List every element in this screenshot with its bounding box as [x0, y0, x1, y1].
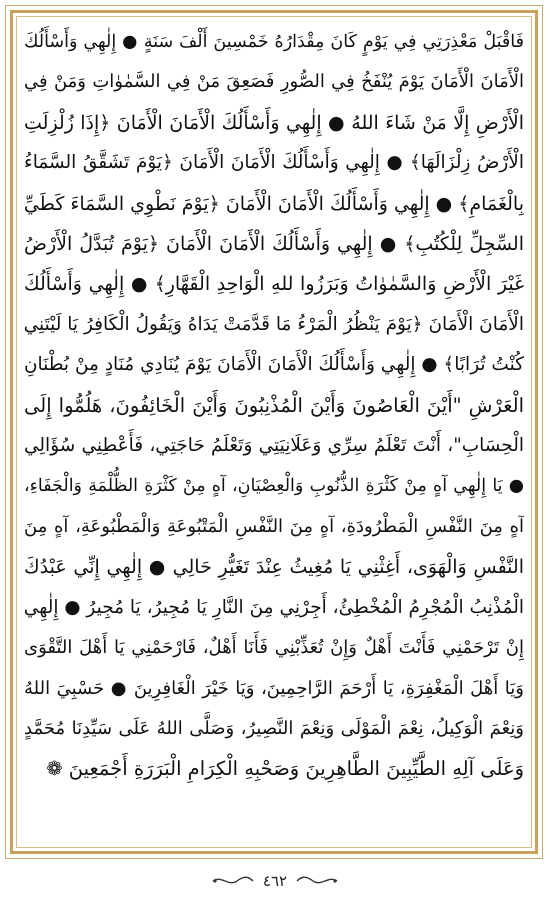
text-line: السِّجِلِّ لِلْكُتُبِ﴾ ● إِلٰهِي وَأَسْأَلُكَ الْأَمَانَ الْأَمَانَ ﴿يَوْمَ تُبَدَّلُ الْأَرْضُ: [24, 233, 524, 256]
text-line: وَيَا أَهْلَ الْمَغْفِرَةِ، يَا أَرْحَمَ الرَّاحِمِينَ، وَيَا خَيْرَ الْغَافِرِينَ ● حَسْبِيَ اللهُ: [24, 677, 524, 699]
text-line: الْمُذْنِبُ الْمُجْرِمُ الْمُخْطِئُ، أَجِرْنِي مِنَ النَّارِ يَا مُجِيرُ، يَا مُجِيرُ ● إِلٰهِي: [24, 596, 524, 618]
text-line: كُنْتُ تُرَابًا﴾ ● إِلٰهِي وَأَسْأَلُكَ الْأَمَانَ الْأَمَانَ يَوْمَ يُنَادِي مُنَادٍ مِنْ بُطْنَانِ: [24, 354, 524, 376]
page-number: ٤٦٢: [262, 872, 288, 890]
text-line: وَعَلَى آلِهِ الطَّيِّبِينَ الطَّاهِرِينَ وَصَحْبِهِ الْكِرَامِ الْبَرَرَةِ أَجْمَعِينَ ❁: [46, 757, 524, 781]
text-line: وَنِعْمَ الْوَكِيلُ، نِعْمَ الْمَوْلَى وَنِعْمَ النَّصِيرُ، وَصَلَّى اللهُ عَلَى سَيِّدِنَا مُحَمَّدٍ: [24, 717, 524, 739]
text-line: الْأَرْضُ زِلْزَالَهَا﴾ ● إِلٰهِي وَأَسْأَلُكَ الْأَمَانَ الْأَمَانَ ﴿يَوْمَ تَشَقَّقُ السَّمَاءُ: [24, 152, 524, 174]
text-line: ● يَا إِلٰهِي آهٍ مِنْ كَثْرَةِ الذُّنُوبِ وَالْعِصْيَانِ، آهٍ مِنْ كَثْرَةِ الظُّلْمَةِ وَالْجَفَاءِ،: [24, 476, 524, 497]
text-line: الْأَمَانَ الْأَمَانَ ﴿يَوْمَ يَنْظُرُ الْمَرْءُ مَا قَدَّمَتْ يَدَاهُ وَيَقُولُ الْكَافِرُ يَا لَيْتَنِي: [24, 313, 524, 335]
text-line: النَّفْسِ وَالْهَوَى، أَغِثْنِي يَا مُغِيثُ عِنْدَ تَغَيُّرِ حَالِي ● إِلٰهِي إِنِّي عَبْدُكَ: [24, 556, 524, 579]
flourish-ornament-icon: [211, 874, 255, 888]
page-footer: [0, 866, 550, 896]
flourish-ornament-icon: [295, 874, 339, 888]
text-line: إِنْ تَرْحَمْنِي فَأَنْتَ أَهْلٌ وَإِنْ تُعَذِّبْنِي فَأَنَا أَهْلٌ، فَارْحَمْنِي يَا أَهْلَ التَّقْوَى: [24, 637, 524, 659]
text-line: الْأَرْضِ إِلَّا مَنْ شَاءَ اللهُ ● إِلٰهِي وَأَسْأَلُكَ الْأَمَانَ الْأَمَانَ ﴿إِذَا زُلْزِلَتِ: [24, 111, 524, 134]
text-line: آهٍ مِنَ النَّفْسِ الْمَطْرُودَةِ، آهٍ مِنَ النَّفْسِ الْمَتْبُوعَةِ وَالْمَطْبُوعَةِ، آهٍ مِنَ: [24, 515, 524, 537]
prayer-text-body: [24, 22, 524, 842]
text-line: الْعَرْشِ "أَيْنَ الْعَاصُونَ وَأَيْنَ الْمُذْنِبُونَ وَأَيْنَ الْخَائِفُونَ، هَلُمُّوا إِلَى: [24, 393, 524, 417]
text-line: بِالْغَمَامِ﴾ ● إِلٰهِي وَأَسْأَلُكَ الْأَمَانَ الْأَمَانَ ﴿يَوْمَ نَطْوِي السَّمَاءَ كَطَيِّ: [24, 192, 524, 215]
text-line: الْحِسَابِ"، أَنْتَ تَعْلَمُ سِرِّي وَعَلَانِيَتِي وَتَعْلَمُ حَاجَتِي، فَأَعْطِنِي سُؤَالِي: [24, 435, 524, 457]
text-line: غَيْرَ الْأَرْضِ وَالسَّمٰوٰاتُ وَبَرَزُوا للهِ الْوَاحِدِ الْقَهَّارِ﴾ ● إِلٰهِي وَأَسْأَلُكَ: [24, 273, 524, 296]
text-line: فَاقْبَلْ مَعْذِرَتِي فِي يَوْمٍ كَانَ مِقْدَارُهُ خَمْسِينَ أَلْفَ سَنَةٍ ● إِلٰهِي وَأَسْأَلُكَ: [24, 32, 524, 52]
text-line: الْأَمَانَ الْأَمَانَ يَوْمَ يُنْفَخُ فِي الصُّورِ فَصَعِقَ مَنْ فِي السَّمٰوٰاتِ وَمَنْ فِي: [24, 71, 524, 93]
